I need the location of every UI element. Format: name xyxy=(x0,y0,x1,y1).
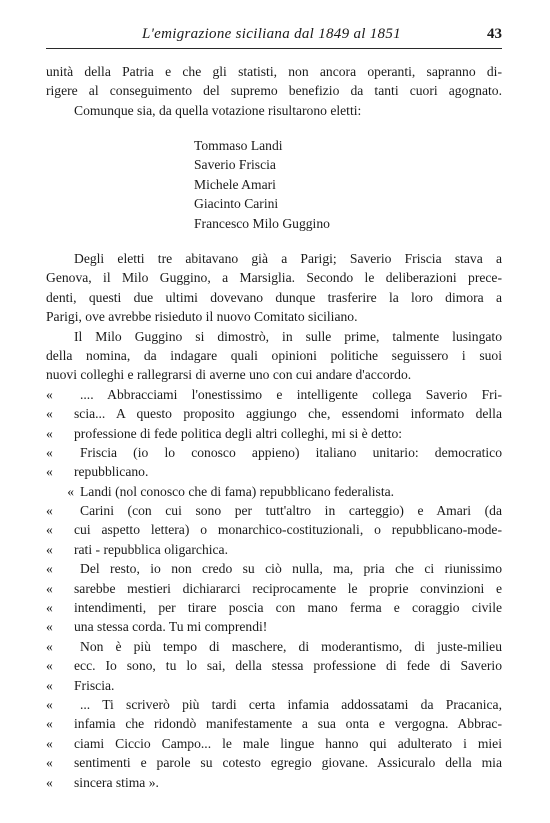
quote-line xyxy=(46,424,502,443)
quote-line xyxy=(46,579,502,598)
quote-text: Carini (con cui sono per tutt'altro in carteggio) e Amari (da xyxy=(80,503,502,519)
quote-line xyxy=(46,676,502,695)
letter-quotation xyxy=(46,385,502,792)
quote-line xyxy=(46,598,502,617)
quote-line xyxy=(46,753,502,772)
elected-name: Francesco Milo Guggino xyxy=(194,215,330,231)
quote-text: cui aspetto lettera) o monarchico-costituzionali, o repubblicano-mode- xyxy=(74,522,502,538)
guillemet-mark: « xyxy=(46,580,53,596)
text-line: denti, questi due ultimi dovevano dunque trasferire la loro dimora a xyxy=(46,289,502,305)
elected-name: Michele Amari xyxy=(194,176,276,192)
page-number: 43 xyxy=(487,26,502,42)
quote-text: sarebbe mestieri dichiararci reciprocamente le proprie convinzioni e xyxy=(74,580,502,596)
text-line: Il Milo Guggino si dimostrò, in sulle prime, talmente lusingato xyxy=(74,328,502,344)
elected-list xyxy=(194,136,330,233)
guillemet-mark: « xyxy=(46,755,53,771)
guillemet-mark: « xyxy=(46,696,53,712)
quote-text: infamia che ridondò manifestamente a sua onta e vergogna. Abbrac- xyxy=(74,716,502,732)
guillemet-mark: « xyxy=(46,464,53,480)
guillemet-mark: « xyxy=(46,503,53,519)
quote-line xyxy=(46,714,502,733)
text-line: Comunque sia, da quella votazione risultarono eletti: xyxy=(74,102,362,118)
guillemet-mark: « xyxy=(46,406,53,422)
quote-text: scia... A questo proposito aggiungo che, essendomi informato della xyxy=(74,406,502,422)
text-line: Degli eletti tre abitavano già a Parigi; Saverio Friscia stava a xyxy=(74,251,502,266)
quote-line xyxy=(46,617,502,636)
elected-name: Giacinto Carini xyxy=(194,196,279,212)
text-line: unità della Patria e che gli statisti, non ancora operanti, sapranno di- xyxy=(46,64,502,79)
guillemet-mark: « xyxy=(46,444,53,460)
quote-line xyxy=(46,540,502,559)
quote-line xyxy=(46,695,502,714)
quote-text: Friscia. xyxy=(74,677,115,693)
quote-text: sincera stima ». xyxy=(74,774,159,790)
guillemet-mark: « xyxy=(46,600,53,616)
text-line: Parigi, ove avrebbe risieduto il nuovo Comitato siciliano. xyxy=(46,309,358,325)
quote-line xyxy=(46,637,502,656)
guillemet-mark: « xyxy=(46,386,53,402)
running-title: L'emigrazione siciliana dal 1849 al 1851 xyxy=(142,26,401,42)
text-line: rigere al conseguimento del supremo benefizio da tanti cuori agognato. xyxy=(46,83,502,99)
quote-line xyxy=(46,501,502,520)
quote-text: repubblicano. xyxy=(74,464,149,480)
quote-line xyxy=(46,734,502,753)
quote-line xyxy=(46,462,502,481)
running-header xyxy=(46,26,502,48)
text-line: della nomina, da indagare quali opinioni politiche seguissero i suoi xyxy=(46,347,502,363)
guillemet-mark: « xyxy=(46,541,53,557)
quote-line xyxy=(46,404,502,423)
guillemet-mark: « xyxy=(46,774,53,790)
quote-text: Del resto, io non credo su ciò nulla, ma, pria che ci riunissimo xyxy=(80,561,502,577)
quote-text: rati - repubblica oligarchica. xyxy=(74,541,228,557)
quote-line xyxy=(46,559,502,578)
elected-name: Saverio Friscia xyxy=(194,157,276,173)
main-text xyxy=(46,249,502,792)
header-rule xyxy=(46,48,502,49)
text-line: nuovi colleghi e rallegrarsi di averne uno con cui andare d'accordo. xyxy=(46,367,412,383)
quote-text: ecc. Io sono, tu lo sai, della stessa professione di fede di Saverio xyxy=(74,658,502,674)
elected-name: Tommaso Landi xyxy=(194,138,283,153)
quote-line xyxy=(46,385,502,404)
guillemet-mark: « xyxy=(46,522,53,538)
quote-text: ... Ti scriverò più tardi certa infamia addossatami da Pracanica, xyxy=(80,696,502,712)
guillemet-mark: « xyxy=(67,483,74,499)
quote-line xyxy=(46,482,502,501)
quote-text: sentimenti e parole su cotesto egregio giovane. Assicuralo della mia xyxy=(74,755,502,771)
quote-text: Landi (nol conosco che di fama) repubblicano federalista. xyxy=(80,483,395,499)
guillemet-mark: « xyxy=(46,619,53,635)
quote-line xyxy=(46,520,502,539)
guillemet-mark: « xyxy=(46,677,53,693)
paragraph-opening xyxy=(46,62,502,120)
text-line: Genova, il Milo Guggino, a Marsiglia. Secondo le deliberazioni prece- xyxy=(46,270,502,286)
quote-line xyxy=(46,656,502,675)
quote-line xyxy=(46,773,502,792)
guillemet-mark: « xyxy=(46,716,53,732)
guillemet-mark: « xyxy=(46,735,53,751)
quote-line xyxy=(46,443,502,462)
guillemet-mark: « xyxy=(46,425,53,441)
quote-text: professione di fede politica degli altri colleghi, mi si è detto: xyxy=(74,425,403,441)
quote-text: .... Abbracciami l'onestissimo e intelligente collega Saverio Fri- xyxy=(80,386,502,402)
quote-text: Friscia (io lo conosco appieno) italiano unitario: democratico xyxy=(80,444,502,460)
quote-text: Non è più tempo di maschere, di moderantismo, di juste-milieu xyxy=(80,638,502,654)
guillemet-mark: « xyxy=(46,658,53,674)
guillemet-mark: « xyxy=(46,638,53,654)
quote-text: una stessa corda. Tu mi comprendi! xyxy=(74,619,268,635)
quote-text: intendimenti, per tirare poscia con mano ferma e coraggio civile xyxy=(74,600,502,616)
quote-text: ciami Ciccio Campo... le male lingue hanno qui adulterato i miei xyxy=(74,735,502,751)
guillemet-mark: « xyxy=(46,561,53,577)
